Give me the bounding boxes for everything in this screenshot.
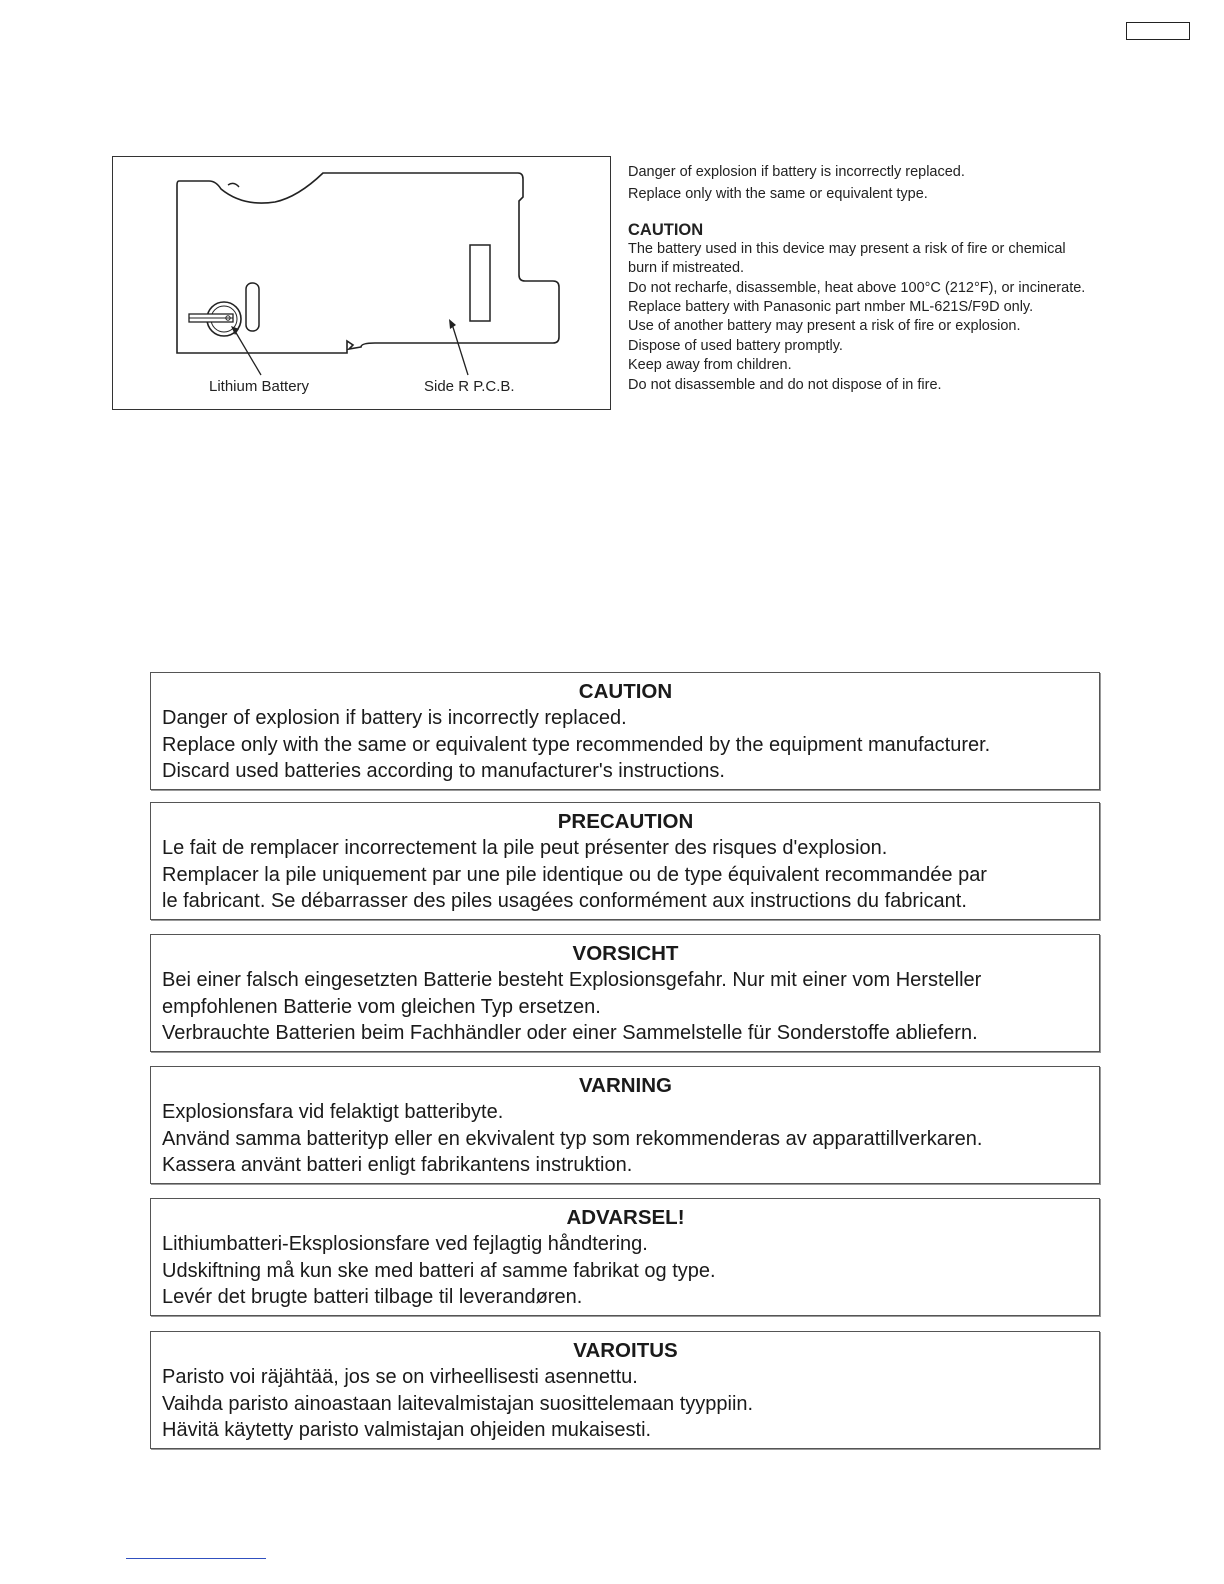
- caution-heading: CAUTION: [628, 220, 704, 239]
- footer-link-underline: [126, 1558, 266, 1559]
- warning-line: Danger of explosion if battery is incorrectly replaced.: [162, 707, 627, 729]
- warning-box-danish: [150, 1198, 1100, 1316]
- warning-line: Bei einer falsch eingesetzten Batterie besteht Explosionsgefahr. Nur mit einer vom Hersteller: [162, 969, 982, 991]
- warning-line: Remplacer la pile uniquement par une pile identique ou de type équivalent recommandée par: [162, 863, 987, 886]
- battery-location-diagram: [112, 156, 611, 410]
- warning-line: Paristo voi räjähtää, jos se on virheellisesti asennettu.: [162, 1366, 638, 1388]
- warning-box-german: [150, 934, 1100, 1052]
- pcb-outline-drawing: [113, 157, 610, 409]
- warning-title: CAUTION: [578, 680, 673, 703]
- warning-line: Kassera använt batteri enligt fabrikantens instruktion.: [162, 1154, 633, 1176]
- warning-line: Levér det brugte batteri tilbage til leverandøren.: [162, 1286, 583, 1308]
- caution-line: The battery used in this device may present a risk of fire or chemical: [628, 240, 1066, 257]
- warning-line: Explosionsfara vid felaktigt batteribyte.: [162, 1101, 504, 1123]
- note-line: Danger of explosion if battery is incorrectly replaced.: [628, 164, 965, 180]
- note-line: Replace only with the same or equivalent type.: [628, 186, 928, 203]
- warning-line: le fabricant. Se débarrasser des piles usagées conformément aux instructions du fabricant.: [162, 890, 967, 912]
- warning-line: Discard used batteries according to manufacturer's instructions.: [162, 760, 725, 782]
- pcb-outline: [177, 173, 559, 353]
- warning-title: VAROITUS: [573, 1339, 678, 1362]
- warning-line: Udskiftning må kun ske med batteri af samme fabrikat og type.: [162, 1259, 716, 1282]
- warning-line: empfohlenen Batterie vom gleichen Typ ersetzen.: [162, 995, 601, 1018]
- side-r-pcb-label: Side R P.C.B.: [424, 378, 515, 395]
- battery-notes: [628, 163, 1188, 395]
- caution-line: burn if mistreated.: [628, 260, 745, 277]
- caution-line: Keep away from children.: [628, 357, 792, 374]
- warning-line: Hävitä käytetty paristo valmistajan ohjeiden mukaisesti.: [162, 1419, 652, 1441]
- caution-line: Dispose of used battery promptly.: [628, 337, 843, 354]
- warning-title: VORSICHT: [572, 942, 679, 965]
- warning-box-french: [150, 802, 1100, 920]
- caution-line: Do not recharfe, disassemble, heat above 100°C (212°F), or incinerate.: [628, 279, 1086, 296]
- warning-line: Le fait de remplacer incorrectement la pile peut présenter des risques d'explosion.: [162, 837, 888, 859]
- warning-line: Replace only with the same or equivalent type recommended by the equipment manufacturer.: [162, 733, 991, 756]
- caution-line: Replace battery with Panasonic part nmber ML-621S/F9D only.: [628, 299, 1034, 316]
- warning-title: VARNING: [578, 1074, 672, 1097]
- page-number-box: [1126, 22, 1190, 40]
- warning-line: Verbrauchte Batterien beim Fachhändler oder einer Sammelstelle für Sonderstoffe abliefern.: [162, 1022, 978, 1044]
- warning-line: Lithiumbatteri-Eksplosionsfare ved fejlagtig håndtering.: [162, 1233, 648, 1255]
- caution-line: Use of another battery may present a risk of fire or explosion.: [628, 318, 1021, 335]
- warning-box-swedish: [150, 1066, 1100, 1184]
- warning-box-finnish: [150, 1331, 1100, 1449]
- caution-line: Do not disassemble and do not dispose of in fire.: [628, 376, 942, 393]
- warning-box-english: [150, 672, 1100, 790]
- warning-line: Använd samma batterityp eller en ekvivalent typ som rekommenderas av apparattillverkaren.: [162, 1127, 983, 1150]
- warning-title: ADVARSEL!: [566, 1206, 685, 1229]
- lithium-battery-label: Lithium Battery: [209, 378, 310, 395]
- pcb-chip: [470, 245, 490, 321]
- warning-title: PRECAUTION: [557, 810, 694, 833]
- pcb-slot: [246, 283, 259, 331]
- pcb-leader-line: [452, 324, 468, 375]
- warning-line: Vaihda paristo ainoastaan laitevalmistajan suosittelemaan tyyppiin.: [162, 1392, 754, 1415]
